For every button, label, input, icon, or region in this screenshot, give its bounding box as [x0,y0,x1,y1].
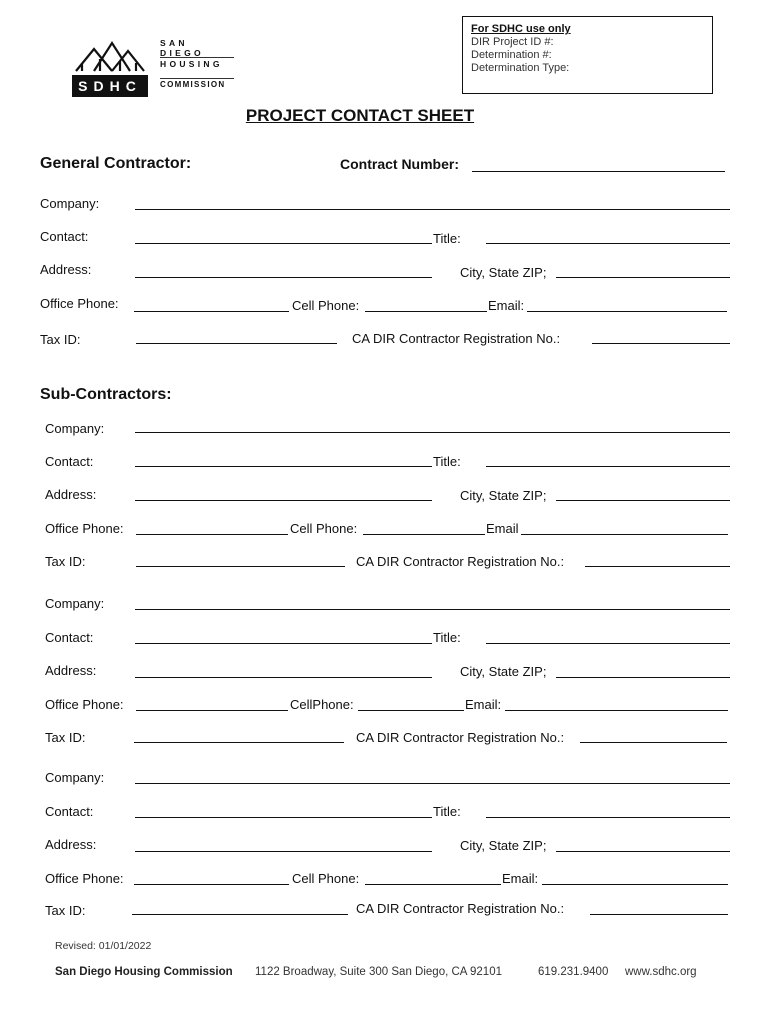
gc-cell-phone-label: Cell Phone: [292,298,360,313]
sub1-tax-id-field[interactable] [136,566,345,567]
sub1-company-label: Company: [45,421,105,436]
sub2-dir-reg-label: CA DIR Contractor Registration No.: [356,730,565,745]
gc-address-label: Address: [40,262,92,277]
logo-line-2: HOUSING [160,58,234,79]
sub3-city-field[interactable] [556,851,730,852]
sub3-title-field[interactable] [486,817,730,818]
sub1-office-phone-label: Office Phone: [45,521,124,536]
gc-company-label: Company: [40,196,100,211]
gc-city-field[interactable] [556,277,730,278]
page-title: PROJECT CONTACT SHEET [245,106,475,125]
sub1-tax-id-label: Tax ID: [45,554,86,569]
gc-title-label: Title: [433,231,461,246]
sub1-company-field[interactable] [135,432,730,433]
sub2-contact-label: Contact: [45,630,94,645]
sub3-email-field[interactable] [542,884,728,885]
logo-wordmark [160,37,234,99]
gc-dir-reg-label: CA DIR Contractor Registration No.: [352,331,561,346]
sub3-company-field[interactable] [135,783,730,784]
sub1-city-field[interactable] [556,500,730,501]
revised-date: Revised: 01/01/2022 [55,940,152,952]
sub2-dir-reg-field[interactable] [580,742,727,743]
gc-office-phone-label: Office Phone: [40,296,119,311]
sub2-tax-id-label: Tax ID: [45,730,86,745]
sub3-company-label: Company: [45,770,105,785]
sub3-email-label: Email: [502,871,539,886]
sub1-dir-reg-field[interactable] [585,566,730,567]
sub3-dir-reg-field[interactable] [590,914,728,915]
sub2-email-label: Email: [465,697,502,712]
sub3-tax-id-field[interactable] [132,914,348,915]
sub2-title-field[interactable] [486,643,730,644]
sub3-office-phone-label: Office Phone: [45,871,124,886]
gc-address-field[interactable] [135,277,432,278]
contract-number-field[interactable] [472,171,725,172]
gc-email-field[interactable] [527,311,727,312]
sub2-cell-phone-field[interactable] [358,710,464,711]
sub3-tax-id-label: Tax ID: [45,903,86,918]
sub2-city-field[interactable] [556,677,730,678]
sub2-contact-field[interactable] [135,643,432,644]
sub3-dir-reg-label: CA DIR Contractor Registration No.: [356,901,565,916]
gc-office-phone-field[interactable] [134,311,289,312]
sub3-cell-phone-label: Cell Phone: [292,871,360,886]
sub3-office-phone-field[interactable] [134,884,289,885]
sub1-title-label: Title: [433,454,461,469]
sub2-title-label: Title: [433,630,461,645]
gc-contact-label: Contact: [40,229,89,244]
sub1-title-field[interactable] [486,466,730,467]
gc-city-label: City, State ZIP; [460,265,547,280]
contract-number-label: Contract Number: [340,156,460,172]
sub1-office-phone-field[interactable] [136,534,288,535]
sub3-contact-field[interactable] [135,817,432,818]
sub2-company-label: Company: [45,596,105,611]
sdhc-logo [72,33,148,97]
logo-abbr: SDHC [78,78,142,94]
sub3-city-label: City, State ZIP; [460,838,547,853]
logo-line-3: COMMISSION [160,80,226,89]
sub1-city-label: City, State ZIP; [460,488,547,503]
gc-tax-id-label: Tax ID: [40,332,81,347]
gc-email-label: Email: [488,298,525,313]
sub2-office-phone-label: Office Phone: [45,697,124,712]
footer-website: www.sdhc.org [625,966,697,978]
gc-contact-field[interactable] [135,243,432,244]
general-contractor-heading: General Contractor: [40,155,192,172]
sub1-email-label: Email [486,521,519,536]
dir-project-id-label: DIR Project ID #: [471,36,554,48]
determination-type-label: Determination Type: [471,62,570,74]
gc-cell-phone-field[interactable] [365,311,487,312]
office-use-title: For SDHC use only [471,23,571,35]
gc-tax-id-field[interactable] [136,343,337,344]
sub2-address-label: Address: [45,663,97,678]
gc-company-field[interactable] [135,209,730,210]
gc-title-field[interactable] [486,243,730,244]
sub-contractors-heading: Sub-Contractors: [40,386,172,403]
sub2-city-label: City, State ZIP; [460,664,547,679]
sub2-tax-id-field[interactable] [134,742,344,743]
sub1-cell-phone-field[interactable] [363,534,485,535]
sub2-company-field[interactable] [135,609,730,610]
sub2-address-field[interactable] [135,677,432,678]
sub3-contact-label: Contact: [45,804,94,819]
office-use-box [462,16,713,94]
sub2-cell-phone-label: CellPhone: [290,697,354,712]
sub1-contact-label: Contact: [45,454,94,469]
sub1-dir-reg-label: CA DIR Contractor Registration No.: [356,554,565,569]
sub3-title-label: Title: [433,804,461,819]
footer-org: San Diego Housing Commission [55,966,233,978]
footer-address: 1122 Broadway, Suite 300 San Diego, CA 92101 [255,966,502,978]
sub1-email-field[interactable] [521,534,728,535]
sub1-address-field[interactable] [135,500,432,501]
sub2-office-phone-field[interactable] [136,710,288,711]
sub1-cell-phone-label: Cell Phone: [290,521,358,536]
sub2-email-field[interactable] [505,710,728,711]
sub1-contact-field[interactable] [135,466,432,467]
sub1-address-label: Address: [45,487,97,502]
footer-phone: 619.231.9400 [538,966,609,978]
logo-line-1: SAN DIEGO [160,37,234,58]
sub3-cell-phone-field[interactable] [365,884,501,885]
sub3-address-label: Address: [45,837,97,852]
gc-dir-reg-field[interactable] [592,343,730,344]
determination-number-label: Determination #: [471,49,552,61]
sub3-address-field[interactable] [135,851,432,852]
